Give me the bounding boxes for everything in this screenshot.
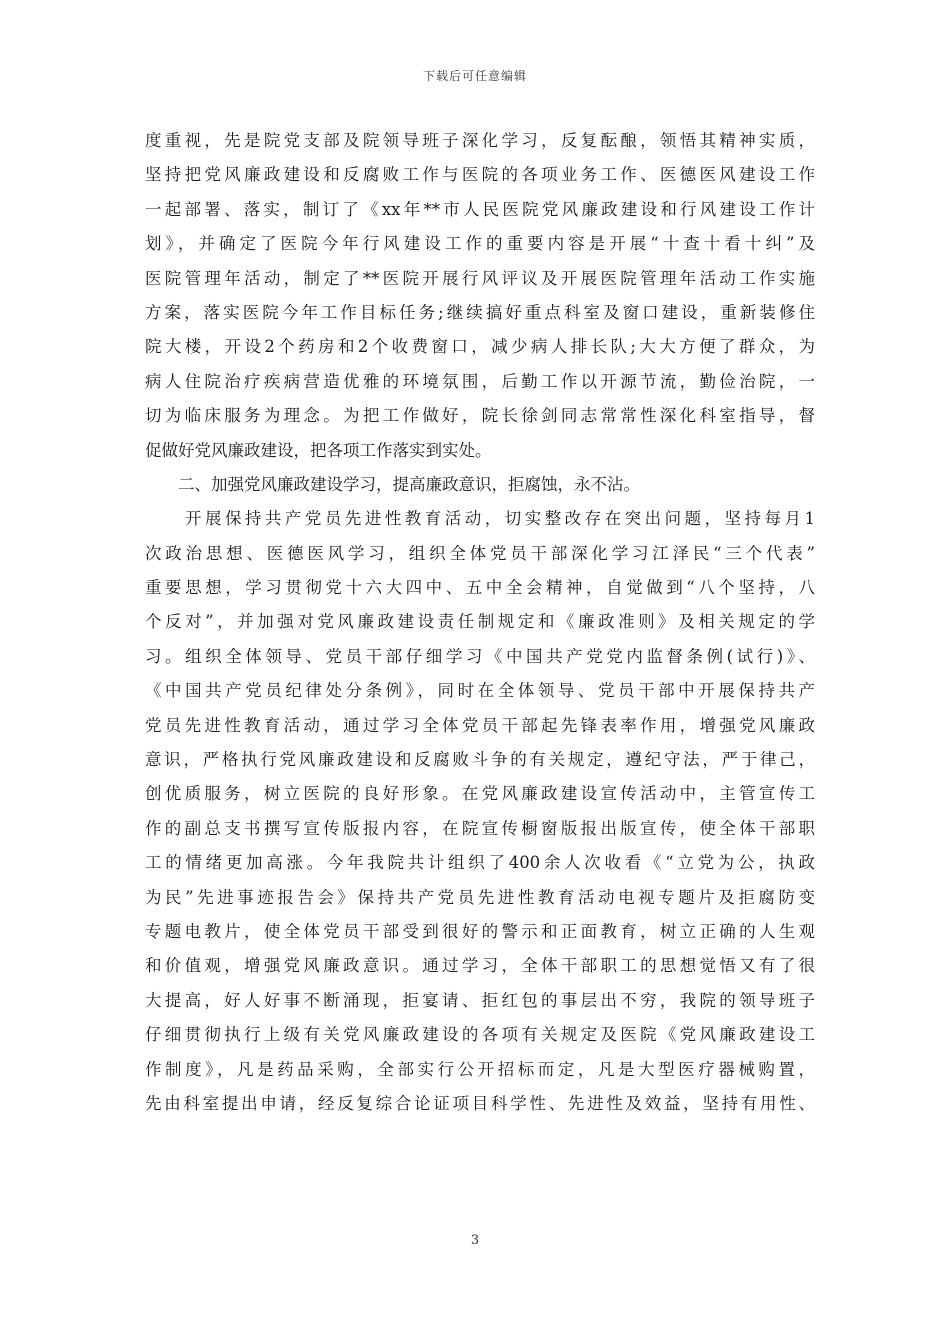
text-line: 切为临床服务为理念。为把工作做好，院长徐剑同志常常性深化科室指导，督 (145, 406, 815, 426)
text-line: 坚持把党风廉政建设和反腐败工作与医院的各项业务工作、医德医风建设工作 (145, 165, 815, 185)
text-line: 先由科室提出申请，经反复综合论证项目科学性、先进性及效益，坚持有用性、 (145, 1093, 815, 1113)
text-line: 病人住院治疗疾病营造优雅的环境氛围，后勤工作以开源节流，勤俭治院，一 (145, 371, 815, 391)
text-line: 开展保持共产党员先进性教育活动，切实整改存在突出问题，坚持每月1 (145, 509, 815, 529)
text-line: 重要思想，学习贯彻党十六大四中、五中全会精神，自觉做到“八个坚持，八 (145, 578, 815, 598)
text-line: 专题电教片，使全体党员干部受到很好的警示和正面教育，树立正确的人生观 (145, 921, 815, 941)
text-line: 工的情绪更加高涨。今年我院共计组织了400余人次收看《“立党为公，执政 (145, 853, 815, 873)
text-line: 作制度》，凡是药品采购，全部实行公开招标而定，凡是大型医疗器械购置， (145, 1059, 815, 1079)
page-number: 3 (470, 1233, 480, 1248)
text-line: 个反对”，并加强对党风廉政建设责任制规定和《廉政准则》及相关规定的学 (145, 612, 815, 632)
text-line: 创优质服务，树立医院的良好形象。在党风廉政建设宣传活动中，主管宣传工 (145, 784, 815, 804)
text-line: 《中国共产党员纪律处分条例》，同时在全体领导、党员干部中开展保持共产 (145, 681, 815, 701)
text-line: 仔细贯彻执行上级有关党风廉政建设的各项有关规定及医院《党风廉政建设工 (145, 1025, 815, 1045)
document-body (145, 124, 815, 1121)
text-line: 党员先进性教育活动，通过学习全体党员干部起先锋表率作用，增强党风廉政 (145, 715, 815, 735)
text-line: 为民”先进事迹报告会》保持共产党员先进性教育活动电视专题片及拒腐防变 (145, 887, 815, 907)
page-header: 下载后可任意编辑 (422, 69, 527, 83)
text-line: 划》，并确定了医院今年行风建设工作的重要内容是开展“十查十看十纠”及 (145, 234, 815, 254)
text-line: 作的副总支书撰写宣传版报内容，在院宣传橱窗版报出版宣传，使全体干部职 (145, 818, 815, 838)
text-line: 意识，严格执行党风廉政建设和反腐败斗争的有关规定，遵纪守法，严于律己， (145, 750, 815, 770)
text-line: 二、加强党风廉政建设学习，提高廉政意识，拒腐蚀，永不沾。 (145, 474, 640, 494)
text-line: 大提高，好人好事不断涌现，拒宴请、拒红包的事层出不穷，我院的领导班子 (145, 990, 815, 1010)
text-line: 院大楼，开设2个药房和2个收费窗口，减少病人排长队;大大方便了群众，为 (145, 337, 815, 357)
text-line: 医院管理年活动，制定了**医院开展行风评议及开展医院管理年活动工作实施 (145, 268, 815, 288)
text-line: 一起部署、落实，制订了《xx年**市人民医院党风廉政建设和行风建设工作计 (145, 199, 815, 219)
text-line: 和价值观，增强党风廉政意识。通过学习，全体干部职工的思想觉悟又有了很 (145, 956, 815, 976)
text-line: 习。组织全体领导、党员干部仔细学习《中国共产党党内监督条例(试行)》、 (145, 646, 815, 666)
text-line: 度重视，先是院党支部及院领导班子深化学习，反复酝酿，领悟其精神实质， (145, 131, 815, 150)
text-line: 促做好党风廉政建设，把各项工作落实到实处。 (145, 440, 492, 460)
text-line: 次政治思想、医德医风学习，组织全体党员干部深化学习江泽民“三个代表” (145, 543, 815, 563)
text-line: 方案，落实医院今年工作目标任务;继续搞好重点科室及窗口建设，重新装修住 (145, 302, 815, 322)
